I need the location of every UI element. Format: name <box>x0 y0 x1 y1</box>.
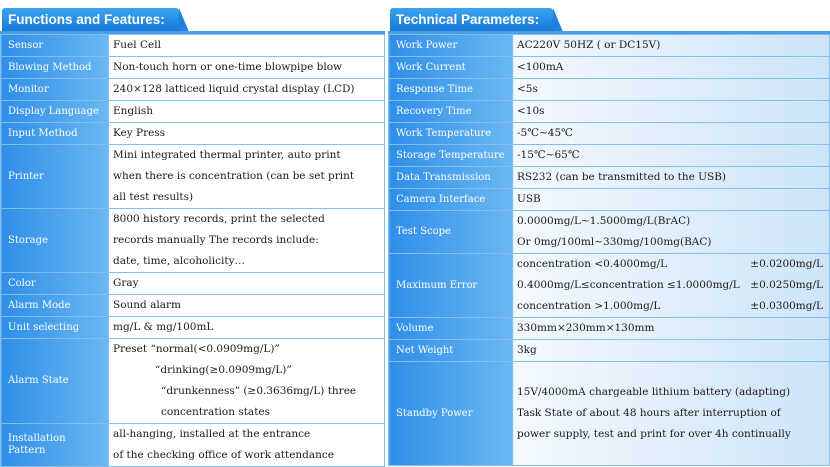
row-value <box>109 145 385 209</box>
row-value: 3kg <box>513 340 830 362</box>
error-tolerance: ±0.0300mg/L <box>750 300 823 312</box>
table-row <box>1 101 385 123</box>
table-row <box>1 79 385 101</box>
text-line: Preset “normal(<0.0909mg/L)” <box>113 343 280 355</box>
row-value: Non-touch horn or one-time blowpipe blow <box>109 57 385 79</box>
features-table <box>0 34 385 467</box>
error-condition: 0.4000mg/L≤concentration ≤1.0000mg/L <box>517 279 740 291</box>
row-value: Gray <box>109 273 385 295</box>
row-value: English <box>109 101 385 123</box>
table-row <box>389 79 830 101</box>
row-value: <100mA <box>513 57 830 79</box>
table-row <box>389 254 830 318</box>
functions-features-panel <box>0 0 385 467</box>
row-value <box>109 339 385 424</box>
row-value <box>109 424 385 467</box>
row-value: 240×128 latticed liquid crystal display (LCD) <box>109 79 385 101</box>
table-row <box>389 318 830 340</box>
row-value: Fuel Cell <box>109 35 385 57</box>
parameters-table <box>388 34 830 466</box>
text-line: when there is concentration (can be set print <box>113 170 355 182</box>
row-value <box>513 211 830 254</box>
table-row <box>389 57 830 79</box>
text-line: 8000 history records, print the selected <box>113 213 325 225</box>
error-tolerance: ±0.0250mg/L <box>750 279 823 291</box>
functions-header <box>0 0 385 34</box>
row-label: Test Scope <box>389 211 513 254</box>
row-label: Alarm State <box>1 339 109 424</box>
text-line: Task State of about 48 hours after interruption of <box>517 407 781 419</box>
error-line <box>517 254 829 275</box>
row-value: mg/L & mg/100mL <box>109 317 385 339</box>
table-row <box>1 35 385 57</box>
row-label: Net Weight <box>389 340 513 362</box>
row-label: Input Method <box>1 123 109 145</box>
text-line: concentration states <box>161 406 271 418</box>
table-row <box>389 101 830 123</box>
table-row <box>1 273 385 295</box>
table-row <box>389 167 830 189</box>
table-row <box>389 35 830 57</box>
row-value <box>109 209 385 273</box>
row-label: Response Time <box>389 79 513 101</box>
text-line: records manually The records include: <box>113 234 319 246</box>
row-label: Blowing Method <box>1 57 109 79</box>
table-row <box>1 145 385 209</box>
row-label: Data Transmission <box>389 167 513 189</box>
row-label: Work Temperature <box>389 123 513 145</box>
row-label: Unit selecting <box>1 317 109 339</box>
row-label: Recovery Time <box>389 101 513 123</box>
row-label <box>1 424 109 467</box>
table-row <box>1 424 385 467</box>
row-label: Printer <box>1 145 109 209</box>
row-label: Sensor <box>1 35 109 57</box>
table-row <box>1 339 385 424</box>
text-line: all test results) <box>113 191 194 203</box>
row-value: -5℃~45℃ <box>513 123 830 145</box>
table-row <box>1 123 385 145</box>
row-label: Alarm Mode <box>1 295 109 317</box>
row-value: <10s <box>513 101 830 123</box>
table-row <box>389 211 830 254</box>
row-label: Work Power <box>389 35 513 57</box>
header-divider <box>0 31 385 34</box>
row-value <box>513 254 830 318</box>
row-value: <5s <box>513 79 830 101</box>
row-label: Camera Interface <box>389 189 513 211</box>
table-row <box>389 340 830 362</box>
error-tolerance: ±0.0200mg/L <box>750 258 823 270</box>
text-line: all-hanging, installed at the entrance <box>113 428 311 440</box>
header-divider <box>388 31 830 34</box>
table-row <box>389 123 830 145</box>
row-label: Work Current <box>389 57 513 79</box>
table-row <box>389 362 830 466</box>
row-label: Display Language <box>1 101 109 123</box>
error-condition: concentration >1.000mg/L <box>517 300 661 312</box>
row-value: USB <box>513 189 830 211</box>
parameters-title: Technical Parameters: <box>390 8 553 32</box>
text-line: 15V/4000mA chargeable lithium battery (adapting) <box>517 386 791 398</box>
row-value: 330mm×230mm×130mm <box>513 318 830 340</box>
row-label: Storage Temperature <box>389 145 513 167</box>
text-line: power supply, test and print for over 4h continually <box>517 428 791 440</box>
row-label: Volume <box>389 318 513 340</box>
label-line: Installation <box>8 433 66 444</box>
row-value: -15℃~65℃ <box>513 145 830 167</box>
label-line: Pattern <box>8 445 46 456</box>
row-label: Standby Power <box>389 362 513 466</box>
text-line: “drunkenness” (≥0.3636mg/L) three <box>161 385 357 397</box>
technical-parameters-panel <box>388 0 830 466</box>
text-line: Mini integrated thermal printer, auto print <box>113 149 341 161</box>
row-value: AC220V 50HZ ( or DC15V) <box>513 35 830 57</box>
table-row <box>389 145 830 167</box>
row-value: RS232 (can be transmitted to the USB) <box>513 167 830 189</box>
text-line: of the checking office of work attendance <box>113 449 335 461</box>
table-row <box>389 189 830 211</box>
row-label: Color <box>1 273 109 295</box>
table-row <box>1 317 385 339</box>
text-line: date, time, alcoholicity… <box>113 255 246 267</box>
row-label: Maximum Error <box>389 254 513 318</box>
table-row <box>1 209 385 273</box>
row-value: Key Press <box>109 123 385 145</box>
row-label: Monitor <box>1 79 109 101</box>
table-row <box>1 57 385 79</box>
text-line: 0.0000mg/L~1.5000mg/L(BrAC) <box>517 215 691 227</box>
error-line <box>517 275 829 296</box>
error-condition: concentration <0.4000mg/L <box>517 258 668 270</box>
table-row <box>1 295 385 317</box>
text-line: Or 0mg/100ml~330mg/100mg(BAC) <box>517 236 712 248</box>
row-label: Storage <box>1 209 109 273</box>
row-value <box>513 362 830 466</box>
error-line <box>517 296 829 317</box>
row-value: Sound alarm <box>109 295 385 317</box>
text-line: “drinking(≥0.0909mg/L)” <box>155 364 292 376</box>
functions-title: Functions and Features: <box>2 8 179 32</box>
parameters-header <box>388 0 830 34</box>
